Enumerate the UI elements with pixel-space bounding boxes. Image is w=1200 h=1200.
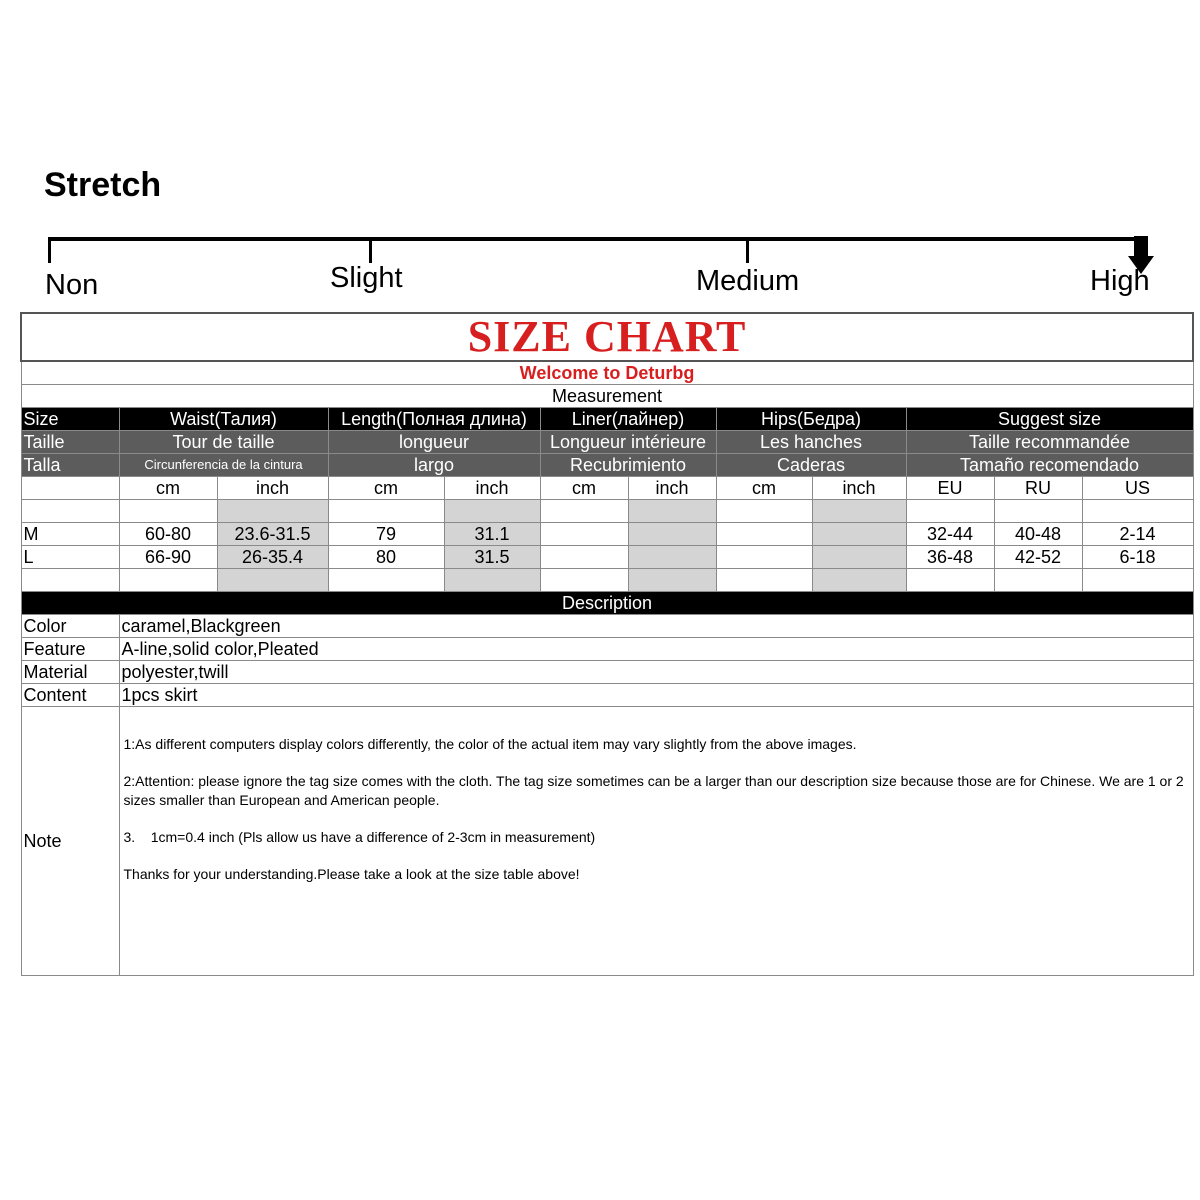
size-chart — [20, 312, 1192, 976]
row-size: L — [21, 546, 119, 569]
row-length-inch: 31.1 — [444, 523, 540, 546]
welcome-text: Welcome to Deturbg — [21, 361, 1193, 385]
stretch-tick-slight — [369, 237, 372, 263]
header-size: Size — [21, 408, 119, 431]
header-tour-de-taille: Tour de taille — [119, 431, 328, 454]
unit-eu: EU — [906, 477, 994, 500]
units-row — [21, 477, 1193, 500]
header-tamano-recomendado: Tamaño recomendado — [906, 454, 1193, 477]
stretch-tick-non — [48, 237, 51, 263]
header-longueur-interieure: Longueur intérieure — [540, 431, 716, 454]
unit-hips-inch: inch — [812, 477, 906, 500]
stretch-label-slight: Slight — [330, 262, 403, 294]
description-label-feature: Feature — [21, 638, 119, 661]
row-length-cm: 80 — [328, 546, 444, 569]
header-row-french — [21, 431, 1193, 454]
note-content — [119, 707, 1193, 976]
header-row-english — [21, 408, 1193, 431]
description-label-content: Content — [21, 684, 119, 707]
unit-liner-inch: inch — [628, 477, 716, 500]
row-ru: 42-52 — [994, 546, 1082, 569]
row-eu: 36-48 — [906, 546, 994, 569]
note-3: 3. 1cm=0.4 inch (Pls allow us have a difference of 2-3cm in measurement) — [123, 829, 596, 845]
header-length: Length(Полная длина) — [328, 408, 540, 431]
description-value-material: polyester,twill — [119, 661, 1193, 684]
note-2: 2:Attention: please ignore the tag size comes with the cloth. The tag size sometimes can be a larger than our description size because those are for Chinese. We are 1 or 2 sizes smaller than European and American people. — [123, 773, 1184, 808]
row-us: 6-18 — [1082, 546, 1193, 569]
header-caderas: Caderas — [716, 454, 906, 477]
description-row — [21, 615, 1193, 638]
stretch-label-high: High — [1090, 265, 1150, 297]
stretch-tick-medium — [746, 237, 749, 263]
unit-ru: RU — [994, 477, 1082, 500]
unit-length-cm: cm — [328, 477, 444, 500]
note-label: Note — [21, 707, 119, 976]
table-row — [21, 546, 1193, 569]
table-row — [21, 523, 1193, 546]
description-label-color: Color — [21, 615, 119, 638]
table-row-spacer — [21, 500, 1193, 523]
row-waist-inch: 26-35.4 — [217, 546, 328, 569]
header-taille-recommandee: Taille recommandée — [906, 431, 1193, 454]
unit-liner-cm: cm — [540, 477, 628, 500]
header-taille: Taille — [21, 431, 119, 454]
description-value-color: caramel,Blackgreen — [119, 615, 1193, 638]
note-1: 1:As different computers display colors differently, the color of the actual item may vary slightly from the above images. — [123, 736, 857, 752]
header-recubrimiento: Recubrimiento — [540, 454, 716, 477]
stretch-title: Stretch — [44, 166, 162, 204]
size-chart-table — [20, 312, 1194, 976]
description-value-content: 1pcs skirt — [119, 684, 1193, 707]
header-hips: Hips(Бедра) — [716, 408, 906, 431]
header-les-hanches: Les hanches — [716, 431, 906, 454]
note-row — [21, 707, 1193, 976]
row-length-inch: 31.5 — [444, 546, 540, 569]
unit-waist-inch: inch — [217, 477, 328, 500]
header-longueur: longueur — [328, 431, 540, 454]
header-largo: largo — [328, 454, 540, 477]
header-suggest-size: Suggest size — [906, 408, 1193, 431]
row-waist-inch: 23.6-31.5 — [217, 523, 328, 546]
description-row — [21, 661, 1193, 684]
row-eu: 32-44 — [906, 523, 994, 546]
measurement-header: Measurement — [21, 385, 1193, 408]
unit-us: US — [1082, 477, 1193, 500]
size-chart-title-cell — [21, 313, 1193, 361]
header-circunferencia: Circunferencia de la cintura — [119, 454, 328, 477]
unit-length-inch: inch — [444, 477, 540, 500]
description-row — [21, 638, 1193, 661]
header-row-spanish — [21, 454, 1193, 477]
stretch-label-medium: Medium — [696, 265, 800, 297]
size-chart-title: SIZE CHART — [467, 313, 747, 361]
table-row-spacer — [21, 569, 1193, 592]
description-row — [21, 684, 1193, 707]
header-talla: Talla — [21, 454, 119, 477]
units-blank — [21, 477, 119, 500]
stretch-scale-line — [48, 237, 1145, 241]
header-liner: Liner(лайнер) — [540, 408, 716, 431]
header-waist: Waist(Талия) — [119, 408, 328, 431]
stretch-label-non: Non — [45, 269, 99, 301]
unit-waist-cm: cm — [119, 477, 217, 500]
row-waist-cm: 66-90 — [119, 546, 217, 569]
note-4: Thanks for your understanding.Please take a look at the size table above! — [123, 866, 580, 882]
description-label-material: Material — [21, 661, 119, 684]
row-length-cm: 79 — [328, 523, 444, 546]
row-waist-cm: 60-80 — [119, 523, 217, 546]
unit-hips-cm: cm — [716, 477, 812, 500]
description-header: Description — [21, 592, 1193, 615]
row-us: 2-14 — [1082, 523, 1193, 546]
row-size: M — [21, 523, 119, 546]
description-value-feature: A-line,solid color,Pleated — [119, 638, 1193, 661]
row-ru: 40-48 — [994, 523, 1082, 546]
